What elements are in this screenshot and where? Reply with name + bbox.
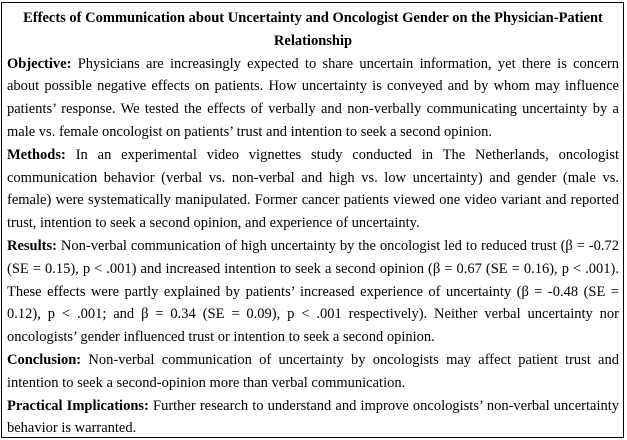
methods-section (7, 144, 619, 235)
abstract-box (1, 2, 624, 438)
conclusion-label: Conclusion: (7, 351, 82, 368)
results-section (7, 235, 619, 349)
objective-label: Objective: (7, 55, 72, 72)
objective-section (7, 53, 619, 144)
practical-implications-label: Practical Implications: (7, 397, 149, 414)
results-label: Results: (7, 237, 57, 254)
results-text: Non-verbal communication of high uncertainty by the oncologist led to reduced trust (β = -0.72 (SE = 0.15), p < .001) and increased intention to seek a second opinion (β = 0.67 (SE = 0.16), p < .001). These effects were partly explained by patients’ increased experience of uncertainty (β = -0.48 (SE = 0.12), p < .001; and β = 0.34 (SE = 0.09), p < .001 respectively). Neither verbal uncertainty nor oncologists’ gender influenced trust or intention to seek a second opinion. (7, 237, 620, 346)
objective-text: Physicians are increasingly expected to share uncertain information, yet there is concern about possible negative effects on patients. How uncertainty is conveyed and by whom may influence patients’ response. We tested the effects of verbally and non-verbally communicating uncertainty by a male vs. female oncologist on patients’ trust and intention to seek a second opinion. (7, 55, 620, 140)
practical-implications-text: Further research to understand and improve oncologists’ non-verbal uncertainty behavior is warranted. (7, 397, 620, 437)
conclusion-text: Non-verbal communication of uncertainty by oncologists may affect patient trust and intention to seek a second-opinion more than verbal communication. (7, 351, 619, 391)
practical-implications-section (7, 395, 619, 440)
conclusion-section (7, 349, 619, 395)
abstract-title: Effects of Communication about Uncertainty and Oncologist Gender on the Physician-Patient Relationship (23, 10, 603, 49)
methods-text: In an experimental video vignettes study conducted in The Netherlands, oncologist communication behavior (verbal vs. non-verbal and high vs. low uncertainty) and gender (male vs. female) were systematically manipulated. Former cancer patients viewed one video variant and reported trust, intention to seek a second opinion, and experience of uncertainty. (7, 146, 620, 232)
methods-label: Methods: (7, 146, 66, 163)
